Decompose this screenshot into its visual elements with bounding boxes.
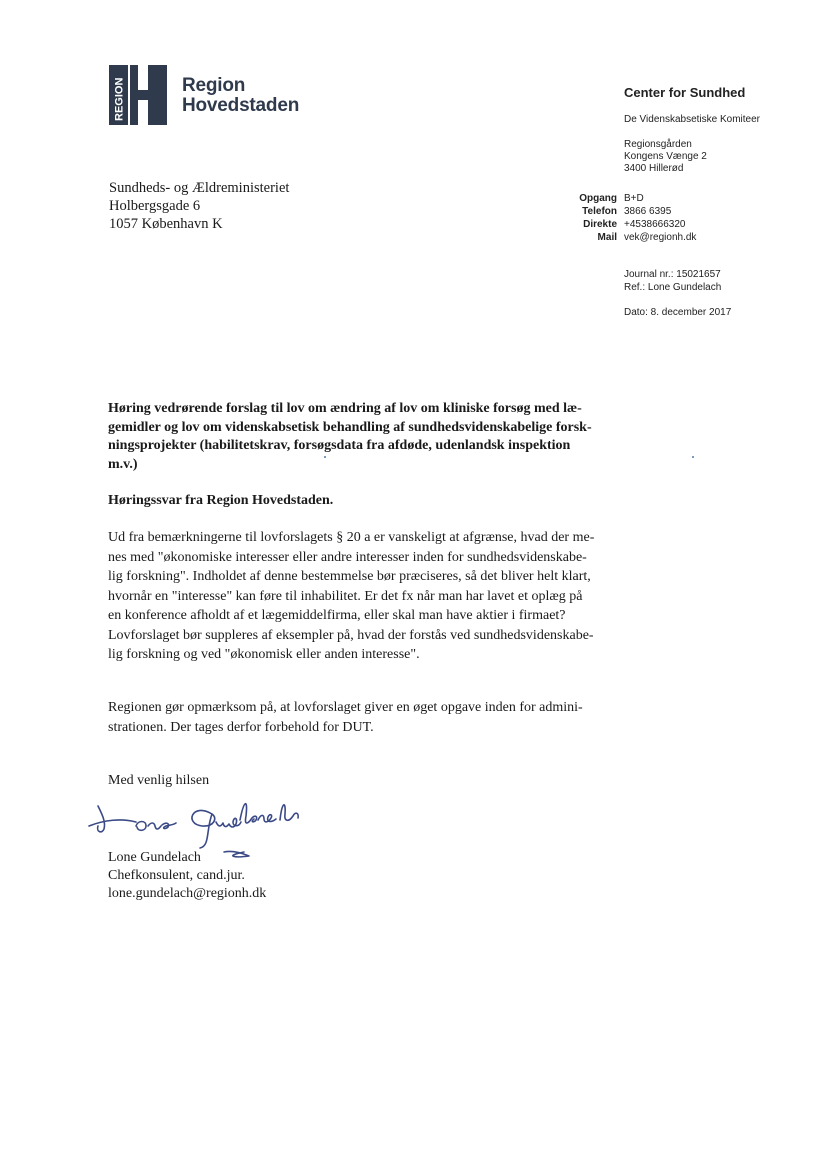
signatory-name: Lone Gundelach [108,850,201,865]
region-hovedstaden-logo [109,65,167,125]
subject-line: Høring vedrørende forslag til lov om ændring af lov om kliniske forsøg med læ- [108,401,582,416]
sender-address-line: 3400 Hillerød [624,163,684,174]
journal-number: Journal nr.: 15021657 [624,269,721,280]
subject-line: m.v.) [108,456,138,472]
sender-address-line: Regionsgården [624,139,692,150]
recipient-line: Sundheds- og Ældreministeriet [109,180,290,196]
paragraph-2-line: strationen. Der tages derfor forbehold for DUT. [108,719,374,735]
paragraph-2-line: Regionen gør opmærksom på, at lovforslaget giver en øget opgave inden for admini- [108,700,583,715]
letter-date: Dato: 8. december 2017 [624,307,732,318]
signatory-email: lone.gundelach@regionh.dk [108,886,267,901]
contact-value-direkte: +4538666320 [624,219,686,230]
signatory-title: Chefkonsulent, cand.jur. [108,868,245,883]
logo-text-hovedstaden: Hovedstaden [182,95,300,116]
contact-label-direkte: Direkte [583,219,617,230]
reference: Ref.: Lone Gundelach [624,282,722,293]
paragraph-1-line: hvornår en "interesse" kan føre til inhabilitet. Er det fx når man har lavet et oplæg på [108,588,583,604]
scan-speck [692,456,694,458]
subject-line: ningsprojekter (habilitetskrav, forsøgsdata fra afdøde, udenlandsk inspektion [108,438,571,453]
logo-vertical-text: REGION [113,77,126,121]
paragraph-1-line: en konference afholdt af et lægemiddelfirma, eller skal man have aktier i firmaet? [108,608,566,623]
contact-value-mail: vek@regionh.dk [624,232,697,243]
contact-label-mail: Mail [597,232,617,243]
contact-label-opgang: Opgang [579,193,617,204]
logo-text-region: Region [182,75,246,96]
recipient-line: 1057 København K [109,216,223,232]
subject-line: gemidler og lov om videnskabsetisk behandling af sundhedsvidenskabelige forsk- [108,419,592,435]
sender-center-name: Center for Sundhed [624,85,746,100]
closing-greeting: Med venlig hilsen [108,773,210,788]
paragraph-1-line: lig forskning". Indholdet af denne bestemmelse bør præciseres, så det bliver helt klart, [108,569,591,584]
contact-value-opgang: B+D [624,193,644,204]
response-heading: Høringssvar fra Region Hovedstaden. [108,493,334,508]
paragraph-1-line: nes med "økonomiske interesser eller andre interesser inden for sundhedsvidenskabe- [108,549,587,565]
paragraph-1-line: lig forskning og ved "økonomisk eller anden interesse". [108,647,420,662]
contact-label-telefon: Telefon [582,206,617,217]
paragraph-1-line: Lovforslaget bør suppleres af eksempler på, hvad der forstås ved sundhedsvidenskabe- [108,627,594,643]
sender-committee: De Videnskabsetiske Komiteer [624,114,760,125]
recipient-line: Holbergsgade 6 [109,198,201,214]
paragraph-1-line: Ud fra bemærkningerne til lovforslagets § 20 a er vanskeligt at afgrænse, hvad der me- [108,530,595,545]
sender-address-line: Kongens Vænge 2 [624,151,707,162]
contact-value-telefon: 3866 6395 [624,206,672,217]
